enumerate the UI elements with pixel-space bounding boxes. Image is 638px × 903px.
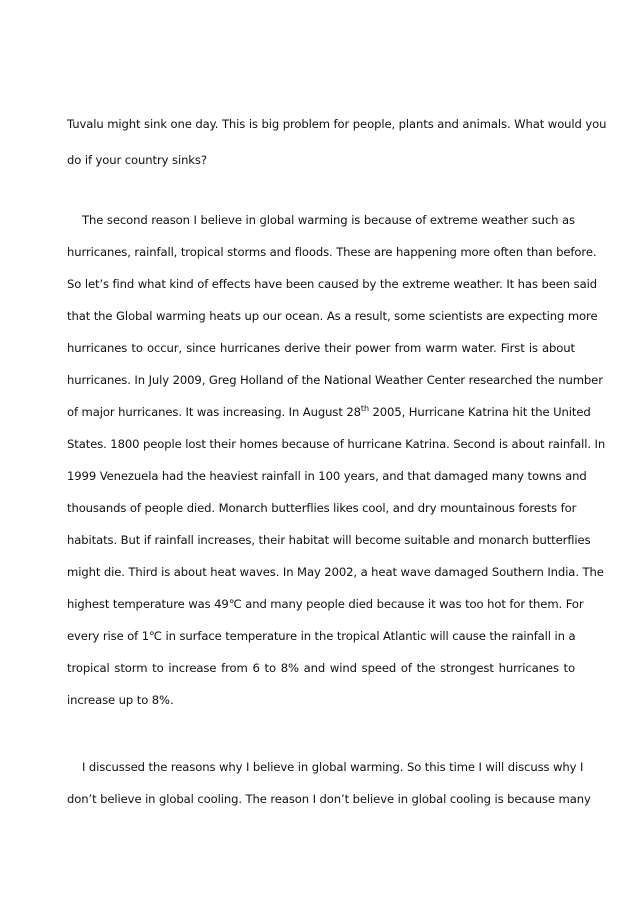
text-line: hurricanes to occur, since hurricanes derive their power from warm water. First is about	[67, 341, 575, 355]
text-segment: of major hurricanes. It was increasing. In August 28	[67, 405, 361, 419]
text-segment: 2005, Hurricane Katrina hit the United	[368, 405, 591, 419]
text-line: every rise of 1℃ in surface temperature in the tropical Atlantic will cause the rainfall in a	[67, 629, 576, 643]
text-line: I discussed the reasons why I believe in global warming. So this time I will discuss why I	[82, 760, 584, 774]
text-line: might die. Third is about heat waves. In May 2002, a heat wave damaged Southern India. The	[67, 565, 604, 579]
text-line: do if your country sinks?	[67, 153, 207, 167]
text-line: thousands of people died. Monarch butterflies likes cool, and dry mountainous forests for	[67, 501, 577, 515]
superscript-ordinal: th	[360, 404, 369, 414]
text-line: highest temperature was 49℃ and many people died because it was too hot for them. For	[67, 597, 584, 611]
text-line: hurricanes. In July 2009, Greg Holland of the National Weather Center researched the number	[67, 373, 603, 387]
text-line: don’t believe in global cooling. The reason I don’t believe in global cooling is because many	[67, 792, 591, 806]
text-line: Tuvalu might sink one day. This is big problem for people, plants and animals. What would you	[67, 117, 607, 131]
text-line: 1999 Venezuela had the heaviest rainfall in 100 years, and that damaged many towns and	[67, 469, 587, 483]
text-line: increase up to 8%.	[67, 693, 174, 707]
text-line: The second reason I believe in global warming is because of extreme weather such as	[82, 213, 575, 227]
text-line: So let’s find what kind of effects have been caused by the extreme weather. It has been said	[67, 277, 597, 291]
text-line: that the Global warming heats up our ocean. As a result, some scientists are expecting more	[67, 309, 598, 323]
text-line: habitats. But if rainfall increases, their habitat will become suitable and monarch butterflies	[67, 533, 591, 547]
text-line: States. 1800 people lost their homes because of hurricane Katrina. Second is about rainfall. In	[67, 437, 606, 451]
text-line: tropical storm to increase from 6 to 8% and wind speed of the strongest hurricanes to	[67, 661, 575, 675]
text-line: hurricanes, rainfall, tropical storms and floods. These are happening more often than before.	[67, 245, 597, 259]
text-line-with-superscript	[67, 404, 591, 420]
